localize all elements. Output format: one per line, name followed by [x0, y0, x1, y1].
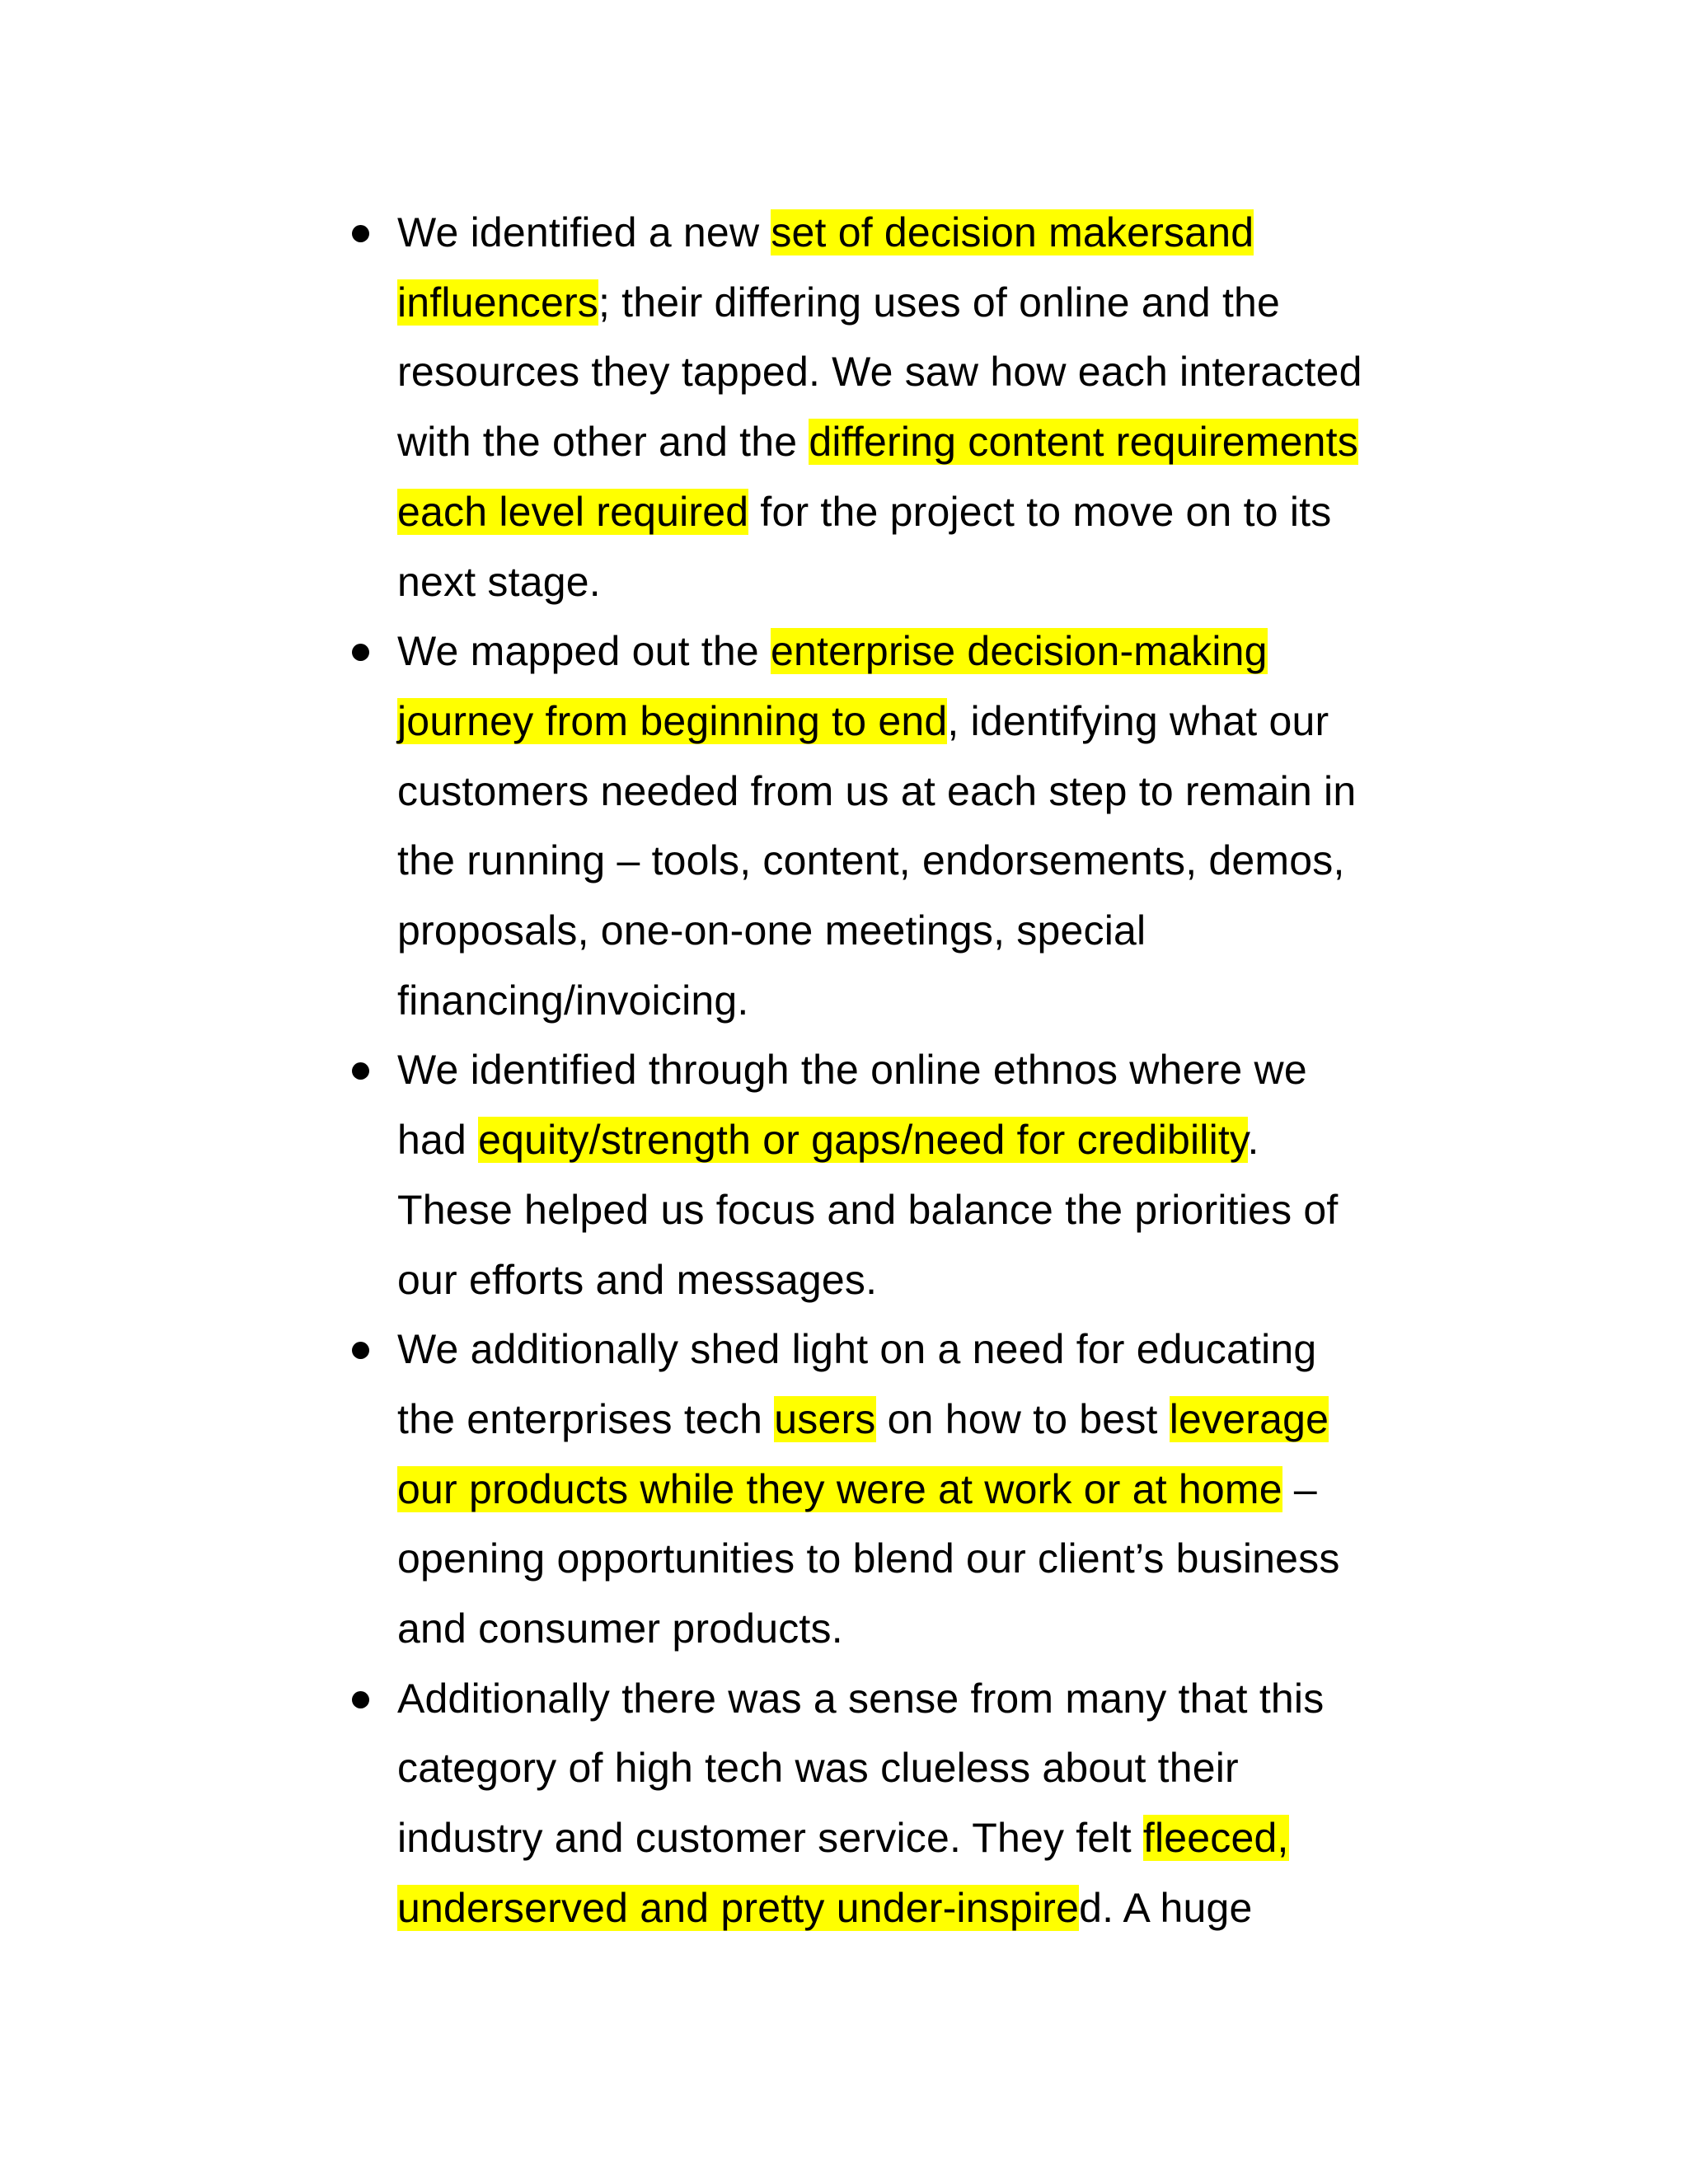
body-text: financing/invoicing. [397, 977, 749, 1024]
bullet-item [346, 616, 1517, 1035]
body-text: customers needed from us at each step to remain in [397, 767, 1357, 814]
bullet-dot-icon [352, 1342, 369, 1359]
body-text: category of high tech was clueless about their [397, 1745, 1239, 1792]
highlighted-text: enterprise decision-making [770, 628, 1268, 675]
highlighted-text: fleeced, [1142, 1815, 1289, 1862]
text-line [397, 687, 1517, 757]
body-text: These helped us focus and balance the priorities of [397, 1186, 1339, 1233]
body-text: and consumer products. [397, 1605, 843, 1652]
highlighted-text: equity/strength or gaps/need for credibility [478, 1117, 1248, 1164]
text-line [397, 616, 1517, 687]
bullet-dot-icon [352, 644, 369, 661]
text-line [397, 477, 1517, 547]
highlighted-text: leverage [1169, 1395, 1329, 1442]
body-text: resources they tapped. We saw how each interacted [397, 349, 1362, 396]
body-text: , identifying what our [947, 697, 1329, 744]
bullet-item [346, 198, 1517, 616]
text-line [397, 896, 1517, 966]
highlighted-text: underserved and pretty under-inspire [397, 1884, 1080, 1931]
text-line [397, 1175, 1517, 1245]
body-text: d. A huge [1079, 1884, 1253, 1931]
text-line [397, 407, 1517, 477]
body-text: . [1247, 1117, 1259, 1164]
text-line [397, 1594, 1517, 1664]
highlighted-text: each level required [397, 488, 749, 535]
text-line [397, 1803, 1517, 1873]
text-line [397, 966, 1517, 1036]
body-text: the running – tools, content, endorsements, demos, [397, 837, 1345, 884]
text-line [397, 1873, 1517, 1943]
body-text: We mapped out the [397, 628, 771, 675]
highlighted-text: differing content requirements [809, 419, 1358, 466]
text-line [397, 1733, 1517, 1803]
bullet-item [346, 1035, 1517, 1315]
body-text: for the project to move on to its [748, 488, 1332, 535]
text-line [397, 337, 1517, 407]
text-line [397, 1105, 1517, 1175]
highlighted-text: users [774, 1395, 876, 1442]
body-text: We identified a new [397, 209, 771, 255]
body-text: ; their differing uses of online and the [598, 279, 1281, 326]
body-text: our efforts and messages. [397, 1256, 878, 1303]
bullet-dot-icon [352, 1062, 369, 1080]
text-line [397, 757, 1517, 827]
body-text: Additionally there was a sense from many that this [397, 1675, 1325, 1722]
bullet-dot-icon [352, 225, 369, 242]
text-line [397, 826, 1517, 896]
text-line [397, 1385, 1517, 1455]
bullet-item [346, 1664, 1517, 1943]
body-text: with the other and the [397, 419, 809, 466]
highlighted-text: our products while they were at work or at home [397, 1465, 1282, 1512]
text-line [397, 1664, 1517, 1734]
text-line [397, 1315, 1517, 1385]
bullet-item [346, 1315, 1517, 1664]
body-text: We identified through the online ethnos where we [397, 1047, 1307, 1094]
text-line [397, 1455, 1517, 1525]
body-text: We additionally shed light on a need for educating [397, 1326, 1317, 1373]
body-text: – [1282, 1465, 1317, 1512]
highlighted-text: influencers [397, 279, 598, 326]
text-line [397, 1035, 1517, 1105]
text-line [397, 268, 1517, 338]
bullet-list [346, 198, 1517, 1943]
body-text: on how to best [875, 1395, 1170, 1442]
body-text: industry and customer service. They felt [397, 1815, 1143, 1862]
body-text: proposals, one-on-one meetings, special [397, 907, 1146, 954]
body-text: opening opportunities to blend our client’s business [397, 1535, 1340, 1582]
text-line [397, 1245, 1517, 1315]
bullet-dot-icon [352, 1691, 369, 1708]
body-text: had [397, 1117, 479, 1164]
text-line [397, 547, 1517, 617]
body-text: next stage. [397, 558, 601, 605]
text-line [397, 1524, 1517, 1594]
text-line [397, 198, 1517, 268]
highlighted-text: journey from beginning to end [397, 697, 948, 744]
highlighted-text: set of decision makersand [771, 209, 1254, 255]
body-text: the enterprises tech [397, 1395, 775, 1442]
